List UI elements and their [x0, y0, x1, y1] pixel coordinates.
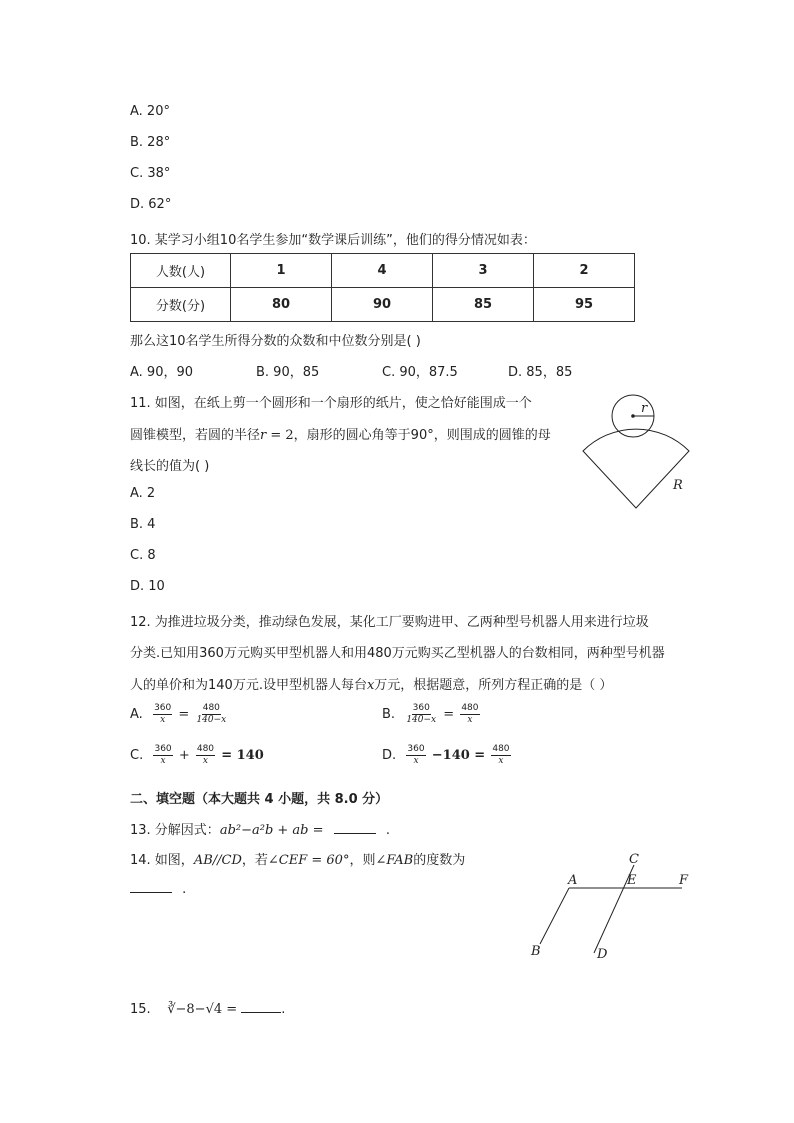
table-cell: 85 [433, 288, 534, 322]
q13-answer-blank[interactable] [334, 833, 376, 834]
q11-option-a: A. 2 [130, 486, 156, 501]
right-hand-side: = 140 [221, 748, 264, 763]
fraction: $\frac{360}{x}$ [154, 744, 172, 766]
table-cell: 3 [433, 254, 534, 288]
q11-line3: 线长的值为( ) [130, 459, 210, 474]
q14-line [130, 849, 465, 868]
q12-line2: 分类.已知用360万元购买甲型机器人和用480万元购买乙型机器人的台数相同，两种型号机器 [130, 646, 665, 661]
q14-end-period: . [182, 882, 187, 897]
sector-shape [583, 429, 689, 508]
equals-sign: = [178, 707, 190, 722]
q14-answer-line [130, 882, 186, 897]
q14-text-b: ，若 [241, 853, 268, 868]
q10-option-c: C. 90，87.5 [382, 365, 458, 380]
q14-given-angle: ∠CEF = 60° [267, 853, 350, 868]
fraction: $\frac{480}{x}$ [196, 744, 215, 766]
q9-option-b: B. 28° [130, 135, 171, 150]
q11-line1: 11. 如图，在纸上剪一个圆形和一个扇形的纸片，使之恰好能围成一个 [130, 396, 532, 411]
q11-option-b: B. 4 [130, 517, 156, 532]
q12-option-c [130, 744, 264, 767]
q12-line3-text-a: 人的单价和为140万元.设甲型机器人每台 [130, 678, 367, 693]
q12-line1: 12. 为推进垃圾分类，推动绿色发展，某化工厂要购进甲、乙两种型号机器人用来进行垃圾 [130, 615, 649, 630]
q12-line3 [130, 674, 612, 693]
table-row [131, 254, 635, 288]
label-f: F [679, 873, 689, 888]
label-b: B [531, 944, 541, 959]
q14-target-angle: ∠FAB [375, 853, 414, 868]
table-cell: 4 [332, 254, 433, 288]
q11-radius-value: = 2 [266, 428, 294, 443]
q15-line [130, 1002, 285, 1017]
table-row [131, 288, 635, 322]
q15-square-root: −√4 = [194, 1002, 238, 1017]
q11-radius-symbol: r [260, 428, 267, 443]
q13-expression: ab²−a²b + ab = [219, 823, 324, 838]
q15-cube-root: ∛−8 [167, 1002, 195, 1017]
q10-option-d: D. 85，85 [508, 365, 573, 380]
q11-line2-text-b: ，扇形的圆心角等于90°，则围成的圆锥的母 [293, 428, 551, 443]
q13-text: 13. 分解因式： [130, 823, 220, 838]
line-ab [540, 888, 569, 944]
table-cell: 分数(分) [131, 288, 231, 322]
table-cell: 90 [332, 288, 433, 322]
q10-stem: 10. 某学习小组10名学生参加“数学课后训练”，他们的得分情况如表： [130, 233, 536, 248]
table-cell: 80 [231, 288, 332, 322]
fraction: $\frac{360}{140-x}$ [406, 703, 437, 725]
q12-option-b [382, 703, 482, 726]
table-cell: 人数(人) [131, 254, 231, 288]
q9-option-a: A. 20° [130, 104, 170, 119]
option-label: D. [382, 748, 397, 763]
q9-option-c: C. 38° [130, 166, 171, 181]
q15-number: 15. [130, 1002, 151, 1017]
label-d: D [597, 947, 608, 962]
q10-option-a: A. 90，90 [130, 365, 194, 380]
q10-question: 那么这10名学生所得分数的众数和中位数分别是( ) [130, 334, 421, 349]
section-2-title: 二、填空题（本大题共 4 小题，共 8.0 分） [130, 792, 389, 807]
fraction: $\frac{360}{x}$ [407, 744, 425, 766]
equals-sign: = [443, 707, 455, 722]
fraction: $\frac{480}{140-x}$ [196, 703, 227, 725]
q12-line3-text-b: 万元，根据题意，所列方程正确的是（ ） [374, 678, 613, 693]
fraction: $\frac{480}{x}$ [461, 703, 479, 725]
q15-answer-blank[interactable] [241, 1012, 281, 1013]
q10-option-b: B. 90，85 [256, 365, 320, 380]
option-label: C. [130, 748, 144, 763]
label-c: C [629, 852, 639, 867]
q11-line2 [130, 424, 551, 443]
q14-parallel-lines: AB//CD [193, 853, 242, 868]
radius-label: r [641, 401, 648, 416]
q12-option-a [130, 703, 229, 726]
minus-140-equals: −140 = [431, 748, 486, 763]
option-label: A. [130, 707, 143, 722]
plus-sign: + [178, 748, 190, 763]
q14-answer-blank[interactable] [130, 892, 172, 893]
q9-option-d: D. 62° [130, 197, 172, 212]
q15-end-period: . [281, 1002, 286, 1017]
label-a: A [568, 873, 578, 888]
q13-end-period: . [385, 823, 390, 838]
table-cell: 1 [231, 254, 332, 288]
table-cell: 95 [534, 288, 635, 322]
fraction: $\frac{480}{x}$ [492, 744, 510, 766]
fraction: $\frac{360}{x}$ [154, 703, 172, 725]
q14-text-c: ，则 [349, 853, 376, 868]
q14-text-a: 14. 如图， [130, 853, 194, 868]
table-cell: 2 [534, 254, 635, 288]
q13-line [130, 819, 390, 838]
q11-line2-text-a: 圆锥模型，若圆的半径 [130, 428, 261, 443]
label-e: E [627, 873, 637, 888]
q11-option-d: D. 10 [130, 579, 165, 594]
parallel-lines-figure [525, 848, 700, 963]
cone-net-figure [570, 390, 700, 520]
q12-option-d [382, 744, 513, 767]
q14-text-d: 的度数为 [413, 853, 466, 868]
score-table [130, 253, 635, 322]
q11-option-c: C. 8 [130, 548, 156, 563]
sector-radius-label: R [673, 478, 683, 493]
option-label: B. [382, 707, 396, 722]
q12-variable-x: x [366, 678, 375, 693]
